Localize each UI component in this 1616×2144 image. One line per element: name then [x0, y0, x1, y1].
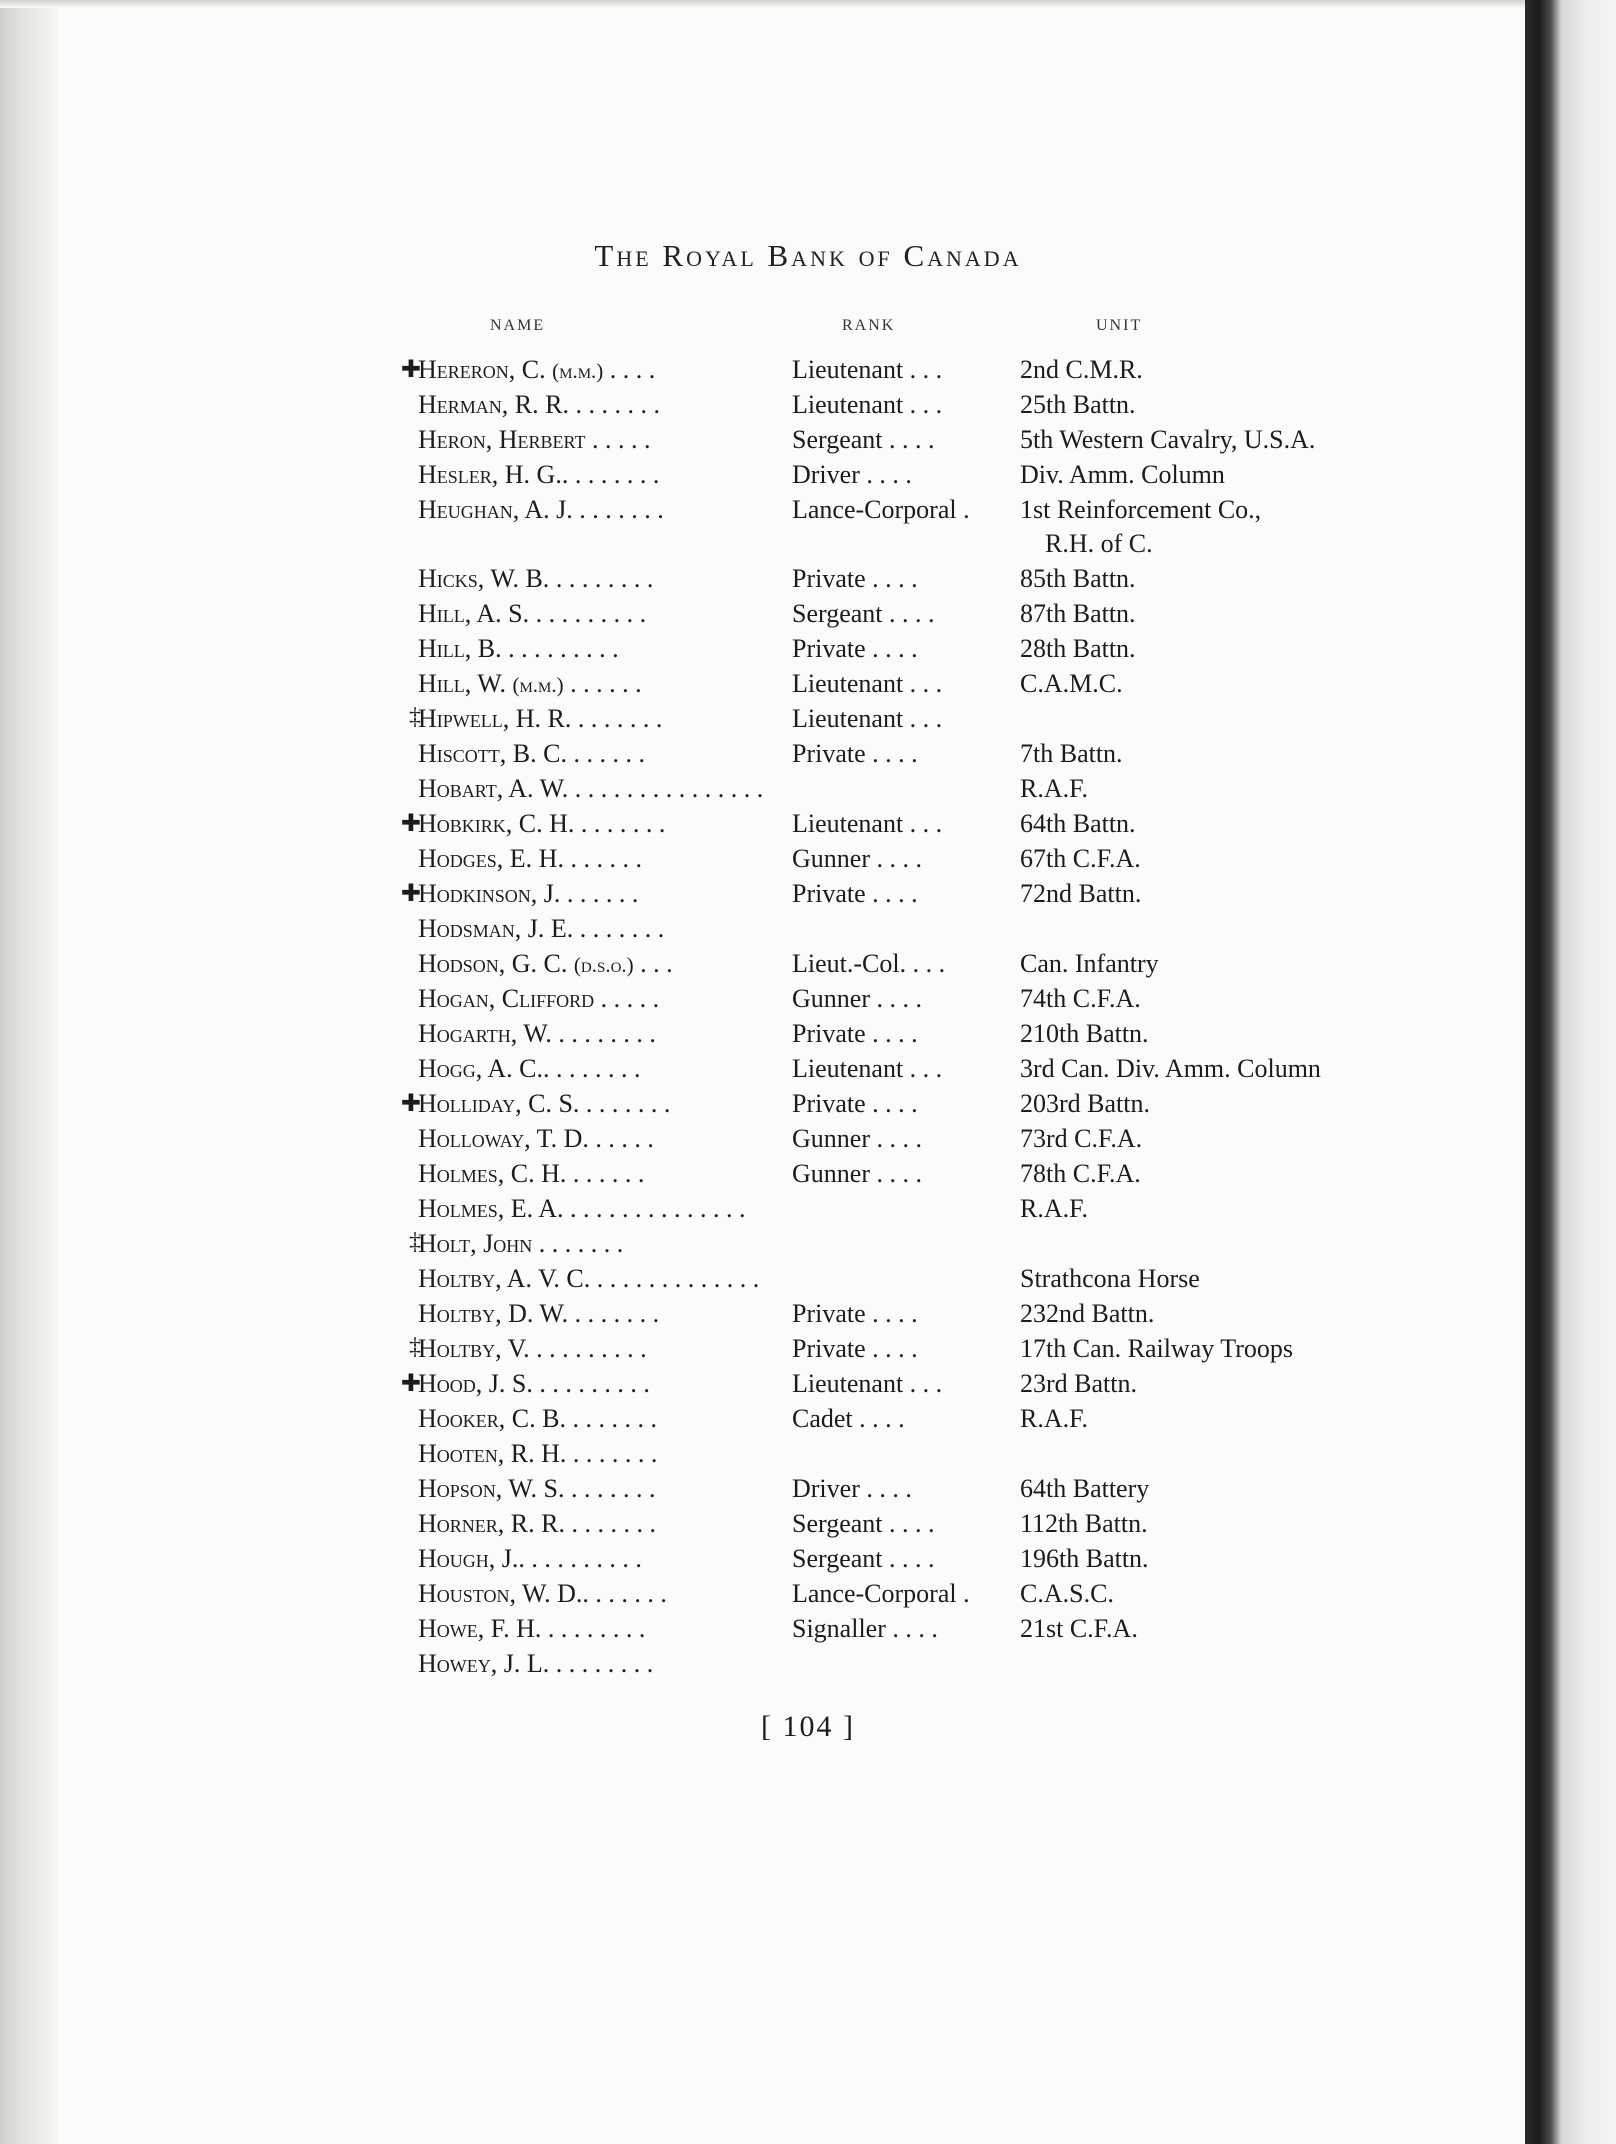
entry-rank: Lieut.-Col. . . .: [792, 949, 946, 978]
entry-name: [418, 1124, 654, 1154]
entry-name-text: Holtby, V.: [418, 1334, 530, 1363]
entry-unit: 87th Battn.: [1020, 599, 1136, 628]
entry-rank: Sergeant . . . .: [792, 425, 935, 454]
entry-name: [418, 1404, 657, 1434]
entry-rank: Gunner . . . .: [792, 984, 922, 1013]
entry-leader-dots: . . . . . . .: [568, 1299, 660, 1328]
entry-rank: Lieutenant . . .: [792, 1054, 943, 1083]
entry-name: [418, 564, 653, 594]
entry-name-text: Hogarth, W.: [418, 1019, 552, 1048]
entry-name: [418, 774, 763, 804]
entry-name: [418, 669, 642, 699]
entry-name-text: Hough, J.: [418, 1544, 519, 1573]
entry-name-text: Horner, R. R.: [418, 1509, 565, 1538]
entry-name-text: Hodsman, J. E.: [418, 914, 574, 943]
roster-entry: [0, 1334, 1500, 1369]
entry-name: [418, 704, 662, 734]
entry-name-text: Hooker, C. B.: [418, 1404, 566, 1433]
roster-entry: [0, 425, 1500, 460]
entry-leader-dots: . . . . . . . . . . . . . . .: [568, 774, 764, 803]
entry-unit-continued: R.H. of C.: [1045, 529, 1153, 558]
entry-name: [418, 1019, 656, 1049]
entry-name: [418, 495, 664, 525]
entry-name-text: Holt, John: [418, 1229, 533, 1258]
entry-decoration: (m.m.): [552, 359, 604, 383]
entry-name: [418, 1334, 647, 1364]
roster-entry: [0, 460, 1500, 495]
entry-name-text: Hopson, W. S.: [418, 1474, 565, 1503]
entry-rank: Gunner . . . .: [792, 1124, 922, 1153]
entry-unit: 67th C.F.A.: [1020, 844, 1141, 873]
entry-name-text: Howey, J. L.: [418, 1649, 550, 1678]
entry-name: [418, 914, 664, 944]
entry-leader-dots: . . . . . . . .: [541, 1614, 646, 1643]
entry-unit: R.A.F.: [1020, 1194, 1088, 1223]
entry-rank: Sergeant . . . .: [792, 1544, 935, 1573]
status-marker: ‡: [409, 704, 421, 730]
entry-name-text: Howe, F. H.: [418, 1614, 542, 1643]
roster-entry: [0, 1124, 1500, 1159]
entry-name-text: Herman, R. R.: [418, 390, 569, 419]
entry-rank: Signaller . . . .: [792, 1614, 938, 1643]
entry-rank: Private . . . .: [792, 564, 918, 593]
entry-name: [418, 425, 650, 455]
entry-unit: Div. Amm. Column: [1020, 460, 1225, 489]
entry-name-text: Heughan, A. J.: [418, 495, 573, 524]
entry-name: [418, 739, 645, 769]
entry-name-text: Holtby, A. V. C.: [418, 1264, 591, 1293]
entry-rank: Lieutenant . . .: [792, 669, 943, 698]
entry-leader-dots: . . . . . . . . .: [532, 1369, 650, 1398]
entry-name-text: Hogg, A. C.: [418, 1054, 543, 1083]
entry-rank: Lance-Corporal .: [792, 495, 970, 524]
entry-rank: Gunner . . . .: [792, 844, 922, 873]
entry-unit: 7th Battn.: [1020, 739, 1123, 768]
entry-name: [418, 460, 659, 490]
entry-leader-dots: . . . . . .: [566, 739, 645, 768]
roster-entry: [0, 984, 1500, 1019]
entry-unit: 203rd Battn.: [1020, 1089, 1150, 1118]
entry-leader-dots: . . . . . . .: [564, 1509, 656, 1538]
entry-unit: 210th Battn.: [1020, 1019, 1149, 1048]
entry-rank: Gunner . . . .: [792, 1159, 922, 1188]
entry-rank: Lieutenant . . .: [792, 809, 943, 838]
entry-name-text: Heron, Herbert: [418, 425, 586, 454]
entry-name-text: Hooten, R. H.: [418, 1439, 567, 1468]
roster-entry: [0, 390, 1500, 425]
entry-name: [418, 1159, 644, 1189]
entry-leader-dots: . . . . .: [585, 425, 651, 454]
entry-rank: Private . . . .: [792, 1334, 918, 1363]
entry-unit: 64th Battn.: [1020, 809, 1136, 838]
entry-rank: Private . . . .: [792, 634, 918, 663]
entry-leader-dots: . . . . . . . .: [561, 460, 660, 489]
entry-name-text: Hicks, W. B.: [418, 564, 550, 593]
entry-rank: Driver . . . .: [792, 1474, 912, 1503]
entry-leader-dots: . . . . . . .: [572, 495, 664, 524]
entry-decoration: (m.m.): [512, 673, 564, 697]
entry-name-text: Hood, J. S.: [418, 1369, 533, 1398]
entry-name: [418, 355, 655, 385]
roster-entry: [0, 1089, 1500, 1124]
book-spine-edge: [1525, 0, 1616, 2144]
entry-leader-dots: . . . . . .: [560, 879, 639, 908]
entry-unit: 78th C.F.A.: [1020, 1159, 1141, 1188]
roster-entry: [0, 914, 1500, 949]
entry-name: [418, 1509, 656, 1539]
roster-entry: [0, 634, 1500, 669]
entry-leader-dots: . . . . . . . . .: [501, 634, 619, 663]
entry-unit: 232nd Battn.: [1020, 1299, 1155, 1328]
entry-leader-dots: . . . . . . . .: [549, 564, 654, 593]
entry-name-text: Holtby, D. W.: [418, 1299, 569, 1328]
entry-leader-dots: . . . . . . .: [564, 1474, 656, 1503]
entry-unit: 64th Battery: [1020, 1474, 1150, 1503]
entry-leader-dots: . . . .: [603, 355, 656, 384]
status-marker: ✚: [400, 811, 421, 837]
entry-name-text: Hobart, A. W.: [418, 774, 569, 803]
roster-entry: [0, 879, 1500, 914]
entry-unit: 25th Battn.: [1020, 390, 1136, 419]
entry-leader-dots: . . . . . . . . .: [529, 599, 647, 628]
page-title: The Royal Bank of Canada: [594, 238, 1022, 273]
entry-unit: 1st Reinforcement Co.,: [1020, 495, 1262, 524]
entry-name-text: Holmes, C. H.: [418, 1159, 567, 1188]
column-header-rank: RANK: [842, 317, 896, 334]
entry-name: [418, 1369, 650, 1399]
entry-leader-dots: . . . . . . .: [566, 1439, 658, 1468]
entry-name-text: Hiscott, B. C.: [418, 739, 567, 768]
entry-unit: Strathcona Horse: [1020, 1264, 1200, 1293]
entry-name-text: Hipwell, H. R.: [418, 704, 572, 733]
entry-name: [418, 1474, 655, 1504]
entry-rank: Lieutenant . . .: [792, 1369, 943, 1398]
entry-leader-dots: . . . . .: [588, 1124, 654, 1153]
entry-rank: Lance-Corporal .: [792, 1579, 970, 1608]
roster-entry: [0, 1439, 1500, 1474]
roster-entry: [0, 704, 1500, 739]
entry-name-text: Hereron, C.: [418, 355, 553, 384]
roster-entry: [0, 669, 1500, 704]
roster-entry: [0, 1299, 1500, 1334]
entry-rank: Private . . . .: [792, 1299, 918, 1328]
entry-leader-dots: . . . . . . .: [574, 809, 666, 838]
status-marker: ✚: [400, 1091, 421, 1117]
entry-rank: Lieutenant . . .: [792, 704, 943, 733]
entry-name: [418, 1089, 670, 1119]
entry-name: [418, 844, 642, 874]
entry-name-text: Hill, W.: [418, 669, 513, 698]
entry-name: [418, 1194, 746, 1224]
entry-name-text: Hogan, Clifford: [418, 984, 595, 1013]
roster-entry: [0, 1614, 1500, 1649]
entry-name: [418, 1299, 659, 1329]
entry-name: [418, 879, 638, 909]
entry-name: [418, 634, 619, 664]
entry-name: [418, 1264, 759, 1294]
entry-rank: Sergeant . . . .: [792, 599, 935, 628]
entry-name: [418, 1439, 657, 1469]
entry-leader-dots: . . . . . . . .: [551, 1019, 656, 1048]
entry-leader-dots: . . . . .: [594, 984, 660, 1013]
roster-entry: [0, 1579, 1500, 1614]
entry-unit: 85th Battn.: [1020, 564, 1136, 593]
entry-name: [418, 1649, 653, 1679]
roster-entry: [0, 599, 1500, 634]
status-marker: ✚: [400, 1371, 421, 1397]
entry-leader-dots: . . . . . . .: [532, 1229, 624, 1258]
status-marker: ‡: [409, 1334, 421, 1360]
entry-leader-dots: . . . . . . . .: [542, 1054, 641, 1083]
entry-decoration: (d.s.o.): [573, 953, 634, 977]
entry-rank: Lieutenant . . .: [792, 390, 943, 419]
roster-entry: [0, 1509, 1500, 1544]
entry-rank: Cadet . . . .: [792, 1404, 905, 1433]
roster-entry: [0, 355, 1500, 390]
entry-rank: Private . . . .: [792, 1089, 918, 1118]
entry-unit: R.A.F.: [1020, 1404, 1088, 1433]
entry-rank: Private . . . .: [792, 739, 918, 768]
entry-name: [418, 1544, 642, 1574]
roster-entry: [0, 1159, 1500, 1194]
entry-name: [418, 949, 673, 979]
roster-entry: [0, 1649, 1500, 1684]
entry-leader-dots: . . . . . .: [566, 1159, 645, 1188]
entry-unit: 2nd C.M.R.: [1020, 355, 1143, 384]
entry-name-text: Hill, B.: [418, 634, 502, 663]
roster-entry: [0, 1369, 1500, 1404]
entry-unit: R.A.F.: [1020, 774, 1088, 803]
entry-name-text: Holmes, E. A.: [418, 1194, 564, 1223]
roster-entry: [0, 739, 1500, 774]
entry-rank: Sergeant . . . .: [792, 1509, 935, 1538]
status-marker: ✚: [400, 357, 421, 383]
entry-leader-dots: . . . . . . .: [573, 914, 665, 943]
entry-leader-dots: . . . . . . .: [579, 1089, 671, 1118]
roster-entry: [0, 1544, 1500, 1579]
page-top-edge: [0, 0, 1530, 8]
entry-rank: Private . . . .: [792, 879, 918, 908]
entry-leader-dots: . . . . . .: [563, 669, 642, 698]
roster-entry: [0, 844, 1500, 879]
roster-entry: [0, 495, 1500, 564]
entry-unit: 74th C.F.A.: [1020, 984, 1141, 1013]
page-number: [ 104 ]: [761, 1710, 855, 1743]
roster-entry: [0, 949, 1500, 984]
entry-name-text: Hodges, E. H.: [418, 844, 564, 873]
roster-entry: [0, 1229, 1500, 1264]
entry-name-text: Hodkinson, J.: [418, 879, 561, 908]
entry-name-text: Hill, A. S.: [418, 599, 530, 628]
entry-name: [418, 1229, 623, 1259]
entry-unit: 17th Can. Railway Troops: [1020, 1334, 1294, 1363]
entry-name: [418, 599, 646, 629]
entry-name-text: Holliday, C. S.: [418, 1089, 580, 1118]
entry-leader-dots: . . . . . . . . . .: [518, 1544, 642, 1573]
entry-name-text: Hesler, H. G.: [418, 460, 562, 489]
entry-unit: 3rd Can. Div. Amm. Column: [1020, 1054, 1321, 1083]
entry-name-text: Hobkirk, C. H.: [418, 809, 575, 838]
entry-leader-dots: . . . . . . . . .: [529, 1334, 647, 1363]
roster-entry: [0, 1054, 1500, 1089]
roster-entry: [0, 809, 1500, 844]
entry-leader-dots: . . . . . . .: [571, 704, 663, 733]
entry-unit: 5th Western Cavalry, U.S.A.: [1020, 425, 1316, 454]
entry-name-text: Hodson, G. C.: [418, 949, 574, 978]
entry-name: [418, 1614, 645, 1644]
entry-rank: Private . . . .: [792, 1019, 918, 1048]
entry-leader-dots: . . . . . . .: [568, 390, 660, 419]
roster-entry: [0, 1404, 1500, 1439]
entry-leader-dots: . . .: [633, 949, 673, 978]
entry-name-text: Holloway, T. D.: [418, 1124, 589, 1153]
entry-name-text: Houston, W. D.: [418, 1579, 583, 1608]
column-header-name: NAME: [490, 317, 546, 334]
entry-name: [418, 1579, 667, 1609]
entry-unit: Can. Infantry: [1020, 949, 1159, 978]
entry-leader-dots: . . . . . . .: [565, 1404, 657, 1433]
entry-unit: 23rd Battn.: [1020, 1369, 1137, 1398]
entry-leader-dots: . . . . . . . . . . . . . .: [563, 1194, 746, 1223]
roster-entry: [0, 1474, 1500, 1509]
entry-name: [418, 809, 665, 839]
entry-unit: C.A.S.C.: [1020, 1579, 1114, 1608]
entry-unit: 28th Battn.: [1020, 634, 1136, 663]
entry-leader-dots: . . . . . . . .: [549, 1649, 654, 1678]
entry-rank: Lieutenant . . .: [792, 355, 943, 384]
roster-entry: [0, 1019, 1500, 1054]
roster-entry: [0, 1264, 1500, 1299]
entry-unit: 196th Battn.: [1020, 1544, 1149, 1573]
entry-name: [418, 1054, 640, 1084]
entry-unit: 72nd Battn.: [1020, 879, 1142, 908]
entry-leader-dots: . . . . . . .: [582, 1579, 667, 1608]
roster-entry: [0, 1194, 1500, 1229]
entry-rank: Driver . . . .: [792, 460, 912, 489]
entry-unit: 21st C.F.A.: [1020, 1614, 1138, 1643]
entry-leader-dots: . . . . . .: [563, 844, 642, 873]
column-header-unit: UNIT: [1096, 317, 1143, 334]
entry-unit: 73rd C.F.A.: [1020, 1124, 1143, 1153]
entry-name: [418, 984, 659, 1014]
status-marker: ✚: [400, 881, 421, 907]
roster-entry: [0, 564, 1500, 599]
entry-unit: C.A.M.C.: [1020, 669, 1123, 698]
roster-list: [0, 355, 1500, 1684]
entry-leader-dots: . . . . . . . . . . . . .: [590, 1264, 760, 1293]
roster-entry: [0, 774, 1500, 809]
entry-unit: 112th Battn.: [1020, 1509, 1148, 1538]
status-marker: ‡: [409, 1229, 421, 1255]
entry-name: [418, 390, 660, 420]
